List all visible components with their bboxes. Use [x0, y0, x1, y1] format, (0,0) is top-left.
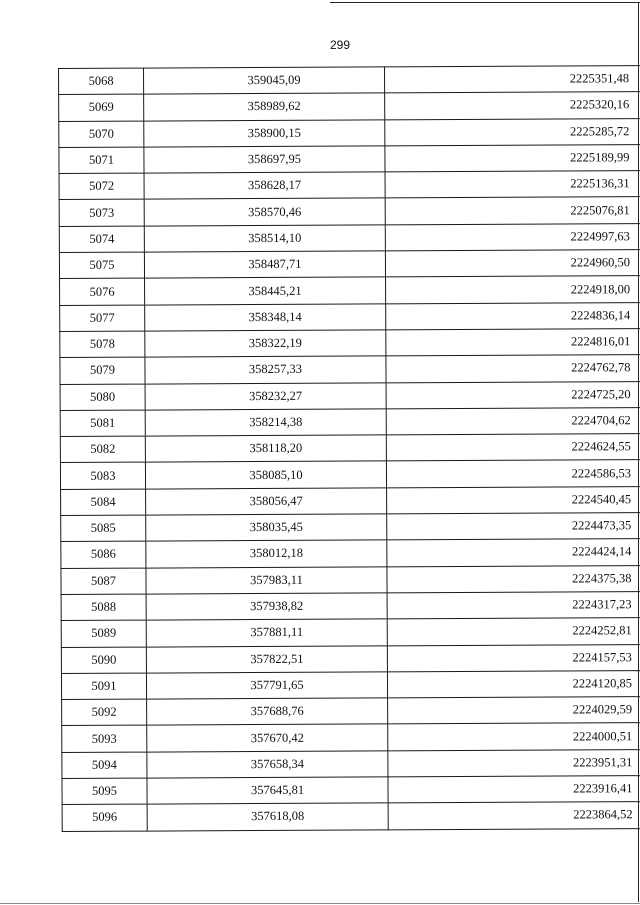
y-coordinate-cell: 2225189,99	[385, 144, 640, 172]
table-row	[60, 381, 640, 410]
x-coordinate-cell: 358900,15	[144, 119, 385, 146]
x-coordinate-cell: 358570,46	[144, 198, 385, 225]
y-coordinate-cell: 2224157,53	[387, 644, 640, 672]
x-coordinate-cell: 357688,76	[147, 698, 388, 725]
y-coordinate-cell: 2225320,16	[385, 92, 640, 120]
x-coordinate-cell: 357670,42	[147, 724, 388, 751]
scan-edge-bottom	[0, 903, 640, 904]
x-coordinate-cell: 358257,33	[145, 356, 386, 383]
y-coordinate-cell: 2225076,81	[385, 197, 640, 225]
point-id-cell: 5092	[62, 699, 147, 726]
point-id-cell: 5081	[60, 410, 145, 437]
y-coordinate-cell: 2224375,38	[387, 565, 640, 593]
table-row	[60, 460, 640, 489]
y-coordinate-cell: 2224762,78	[386, 355, 640, 383]
y-coordinate-cell: 2224540,45	[387, 486, 640, 514]
table-row	[62, 749, 640, 778]
point-id-cell: 5071	[59, 147, 144, 174]
x-coordinate-cell: 358085,10	[145, 461, 386, 488]
y-coordinate-cell: 2223864,52	[388, 802, 640, 830]
point-id-cell: 5096	[62, 804, 147, 831]
table-row	[59, 171, 640, 200]
table-row	[61, 539, 640, 568]
point-id-cell: 5082	[60, 436, 145, 463]
point-id-cell: 5069	[59, 94, 144, 121]
table-row	[61, 618, 640, 647]
point-id-cell: 5089	[61, 620, 146, 647]
x-coordinate-cell: 357658,34	[147, 751, 388, 778]
table-row	[60, 355, 640, 384]
x-coordinate-cell: 357822,51	[146, 645, 387, 672]
point-id-cell: 5095	[62, 778, 147, 805]
table-row	[60, 276, 640, 305]
y-coordinate-cell: 2224836,14	[386, 302, 640, 330]
table-row	[60, 434, 640, 463]
point-id-cell: 5084	[61, 489, 146, 516]
x-coordinate-cell: 358012,18	[146, 540, 387, 567]
point-id-cell: 5086	[61, 541, 146, 568]
table-row	[59, 144, 640, 173]
point-id-cell: 5090	[61, 647, 146, 674]
x-coordinate-cell: 357618,08	[147, 803, 388, 830]
table-row	[59, 92, 640, 121]
point-id-cell: 5076	[60, 278, 145, 305]
table-row	[61, 565, 640, 594]
point-id-cell: 5072	[59, 173, 144, 200]
point-id-cell: 5091	[61, 673, 146, 700]
y-coordinate-cell: 2223951,31	[388, 749, 640, 777]
point-id-cell: 5087	[61, 568, 146, 595]
y-coordinate-cell: 2224918,00	[386, 276, 640, 304]
x-coordinate-cell: 357791,65	[146, 672, 387, 699]
y-coordinate-cell: 2224997,63	[385, 223, 640, 251]
y-coordinate-cell: 2224120,85	[387, 670, 640, 698]
x-coordinate-cell: 358056,47	[146, 488, 387, 515]
point-id-cell: 5093	[62, 725, 147, 752]
coordinates-table-body	[59, 65, 640, 831]
table-row	[61, 591, 640, 620]
coordinates-table	[58, 65, 640, 832]
table-row	[60, 328, 640, 357]
point-id-cell: 5068	[59, 68, 144, 95]
table-row	[60, 407, 640, 436]
y-coordinate-cell: 2224473,35	[387, 512, 640, 540]
table-row	[61, 670, 640, 699]
table-row	[59, 197, 640, 226]
point-id-cell: 5078	[60, 331, 145, 358]
point-id-cell: 5094	[62, 752, 147, 779]
point-id-cell: 5074	[59, 226, 144, 253]
x-coordinate-cell: 358232,27	[145, 382, 386, 409]
x-coordinate-cell: 357983,11	[146, 567, 387, 594]
table-row	[61, 512, 640, 541]
y-coordinate-cell: 2224317,23	[387, 591, 640, 619]
table-row	[62, 802, 640, 831]
x-coordinate-cell: 358487,71	[144, 251, 385, 278]
x-coordinate-cell: 358628,17	[144, 172, 385, 199]
table-row	[59, 65, 640, 94]
y-coordinate-cell: 2224000,51	[388, 723, 640, 751]
y-coordinate-cell: 2224624,55	[386, 434, 640, 462]
table-row	[59, 249, 640, 278]
x-coordinate-cell: 357645,81	[147, 777, 388, 804]
point-id-cell: 5075	[59, 252, 144, 279]
table-row	[59, 223, 640, 252]
y-coordinate-cell: 2224725,20	[386, 381, 640, 409]
x-coordinate-cell: 358697,95	[144, 146, 385, 173]
table-row	[60, 302, 640, 331]
table-row	[62, 697, 640, 726]
x-coordinate-cell: 357881,11	[146, 619, 387, 646]
x-coordinate-cell: 358445,21	[145, 277, 386, 304]
x-coordinate-cell: 358118,20	[145, 435, 386, 462]
x-coordinate-cell: 358514,10	[144, 225, 385, 252]
y-coordinate-cell: 2224960,50	[385, 249, 640, 277]
table-row	[61, 486, 640, 515]
point-id-cell: 5083	[60, 463, 145, 490]
point-id-cell: 5085	[61, 515, 146, 542]
y-coordinate-cell: 2224252,81	[387, 618, 640, 646]
point-id-cell: 5073	[59, 200, 144, 227]
y-coordinate-cell: 2225285,72	[385, 118, 640, 146]
y-coordinate-cell: 2225351,48	[384, 65, 640, 93]
table-row	[59, 118, 640, 147]
table-row	[61, 644, 640, 673]
y-coordinate-cell: 2223916,41	[388, 775, 640, 803]
point-id-cell: 5079	[60, 357, 145, 384]
x-coordinate-cell: 358214,38	[145, 409, 386, 436]
scan-edge-top	[330, 2, 640, 3]
y-coordinate-cell: 2224424,14	[387, 539, 640, 567]
point-id-cell: 5077	[60, 305, 145, 332]
point-id-cell: 5088	[61, 594, 146, 621]
coordinates-table-wrapper	[58, 65, 633, 831]
point-id-cell: 5070	[59, 121, 144, 148]
x-coordinate-cell: 358348,14	[145, 304, 386, 331]
x-coordinate-cell: 358322,19	[145, 330, 386, 357]
point-id-cell: 5080	[60, 384, 145, 411]
page-number: 299	[329, 38, 351, 52]
table-row	[62, 775, 640, 804]
y-coordinate-cell: 2224704,62	[386, 407, 640, 435]
y-coordinate-cell: 2224586,53	[386, 460, 640, 488]
x-coordinate-cell: 358989,62	[144, 93, 385, 120]
y-coordinate-cell: 2224029,59	[388, 697, 640, 725]
y-coordinate-cell: 2225136,31	[385, 171, 640, 199]
x-coordinate-cell: 359045,09	[144, 67, 385, 94]
y-coordinate-cell: 2224816,01	[386, 328, 640, 356]
x-coordinate-cell: 358035,45	[146, 514, 387, 541]
table-row	[62, 723, 640, 752]
x-coordinate-cell: 357938,82	[146, 593, 387, 620]
